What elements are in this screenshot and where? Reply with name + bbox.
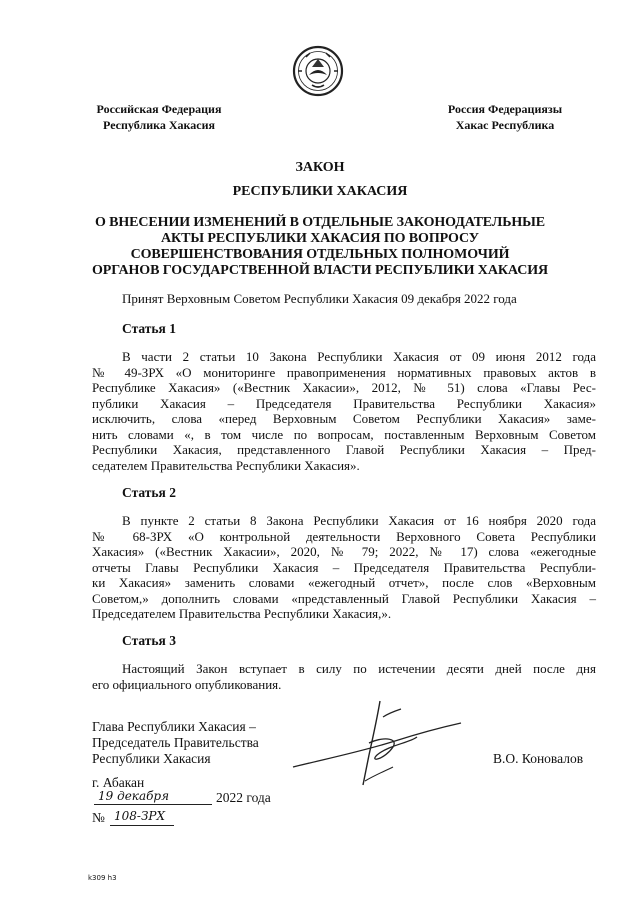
article-1-line: В части 2 статьи 10 Закона Республики Хакасия от 09 июня 2012 года [122,349,596,364]
article-1-line: седателем Правительства Республики Хакасия». [92,457,360,473]
article-2-heading: Статья 2 [122,485,176,500]
date-handwritten: 19 декабря [98,789,170,803]
number-underline [110,825,174,826]
law-subject [40,215,600,279]
header-left-line: Республика Хакасия [103,118,215,132]
article-3-heading: Статья 3 [122,633,176,648]
date-suffix: 2022 года [216,790,271,805]
article-1-text [92,349,596,473]
article-2-line: В пункте 2 статьи 8 Закона Республики Хакасия от 16 ноября 2020 года [122,513,596,528]
coat-of-arms-emblem [292,45,344,97]
adopted-statement: Принят Верховным Советом Республики Хакасия 09 декабря 2022 года [122,291,517,306]
article-1-line: нить словами «, в том числе по вопросам, поставленным Верховным Советом [92,426,596,442]
article-1-line: публики Хакасия – Председателя Правительства Республики Хакасия» [92,395,596,411]
signatory-position-line: Председатель Правительства [92,735,259,750]
signatory-name: В.О. Коновалов [493,751,584,766]
article-1-line: № 49-ЗРХ «О мониторинге правоприменения нормативных правовых актов в [92,364,596,380]
article-3-line: его официального опубликования. [92,676,282,692]
article-3-line: Настоящий Закон вступает в силу по истечении десяти дней после дня [122,661,596,676]
article-1-line: Республике Хакасия» («Вестник Хакасии», 2012, № 51) слова «Главы Рес- [92,380,596,395]
header-right-line: Хакас Республика [455,118,555,132]
article-2-line: № 68-ЗРХ «О контрольной деятельности Верховного Совета Республики [92,528,596,544]
law-subject-line: О ВНЕСЕНИИ ИЗМЕНЕНИЙ В ОТДЕЛЬНЫЕ ЗАКОНОДАТЕЛЬНЫЕ [94,215,546,230]
signing-date [92,789,292,809]
place-of-signing: г. Абакан [92,775,145,790]
article-2-line: ки Хакасия» заменить словами «ежегодный отчет», после слов «Верховным [92,575,596,590]
date-underline [94,804,212,805]
signatory-position-line: Республики Хакасия [92,751,211,766]
header-left [86,101,232,133]
signatory-position [92,719,312,767]
handwritten-signature [285,697,465,797]
article-2-line: отчеты Главы Республики Хакасия – Председателя Правительства Республи- [92,559,596,575]
law-subject-line: ОРГАНОВ ГОСУДАРСТВЕННОЙ ВЛАСТИ РЕСПУБЛИКИ ХАКАСИЯ [91,263,549,278]
footer-code: k309 h3 [88,874,117,882]
article-1-line: исключить, слова «перед Верховным Советом Республики Хакасия» заме- [92,411,596,426]
article-2-line: Председателем Правительства Республики Хакасия,». [92,606,392,621]
header-left-line: Российская Федерация [96,102,222,116]
header-right [432,101,578,133]
number-prefix: № [92,810,105,825]
law-subject-line: АКТЫ РЕСПУБЛИКИ ХАКАСИЯ ПО ВОПРОСУ [161,231,479,246]
law-title-line: ЗАКОН [295,160,345,175]
article-2-line: Советом,» дополнить словами «представленный Главой Республики Хакасия – [92,590,596,606]
signatory-position-line: Глава Республики Хакасия – [92,719,256,734]
article-2-line: Хакасия» («Вестник Хакасии», 2020, № 79; 2022, № 17) слова «ежегодные [92,544,596,559]
number-handwritten: 108-ЗРХ [114,809,166,823]
law-title [0,159,640,201]
article-3-text [92,661,596,692]
law-number [92,808,212,830]
article-1-heading: Статья 1 [122,321,176,336]
law-subject-line: СОВЕРШЕНСТВОВАНИЯ ОТДЕЛЬНЫХ ПОЛНОМОЧИЙ [130,247,510,262]
article-1-line: Республики Хакасия, представленного Главой Республики Хакасия – Пред- [92,442,596,457]
article-2-text [92,513,596,622]
header-right-line: Россия Федерациязы [447,102,563,116]
law-title-line: РЕСПУБЛИКИ ХАКАСИЯ [232,184,408,199]
